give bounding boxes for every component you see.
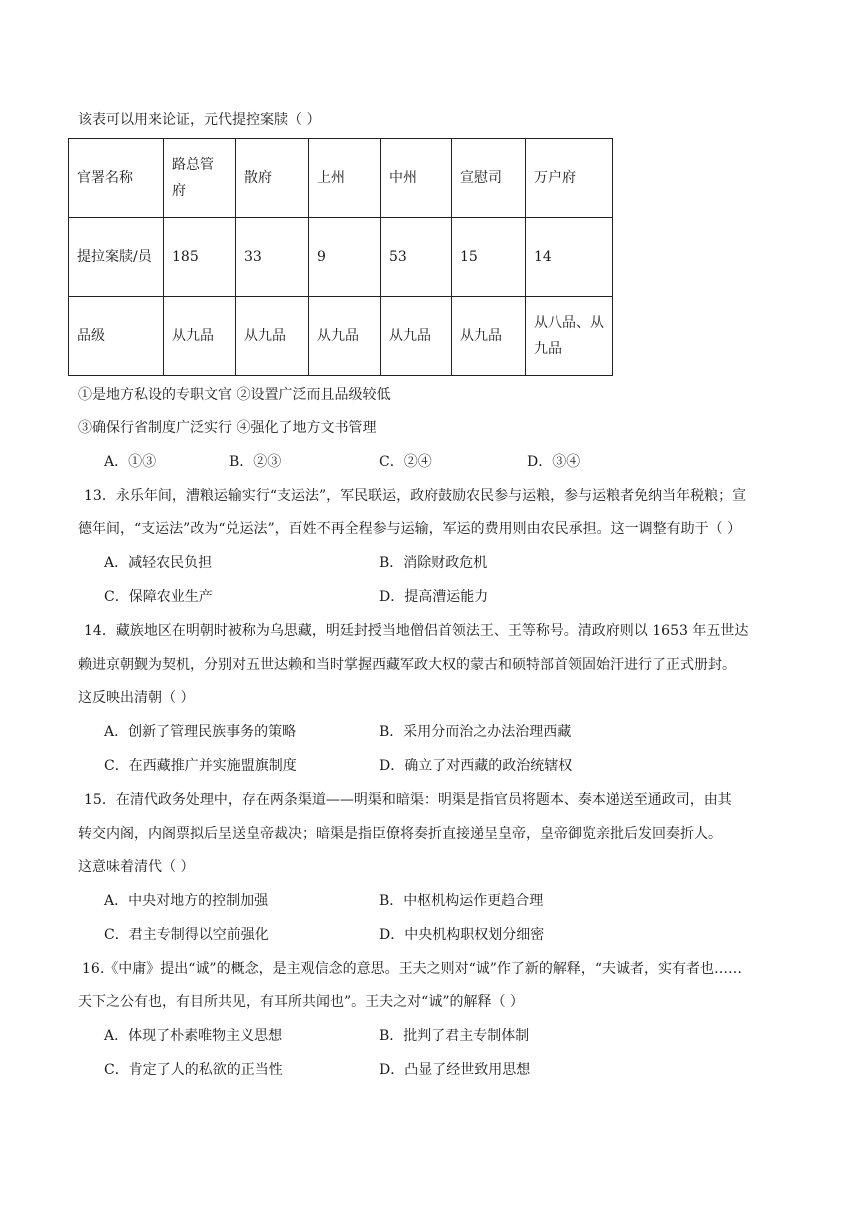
table-cell: 路总管府: [164, 139, 236, 218]
option-b[interactable]: B．中枢机构运作更趋合理: [379, 893, 544, 909]
option-d[interactable]: D．确立了对西藏的政治统辖权: [379, 758, 573, 774]
q15-text-1: 15．在清代政务处理中，存在两条渠道——明渠和暗渠：明渠是指官员将题本、奏本递送至通政司，由其: [84, 792, 732, 808]
option-a[interactable]: A．①③: [104, 454, 157, 470]
option-d[interactable]: D．提高漕运能力: [379, 589, 489, 605]
option-b[interactable]: B．采用分而治之办法治理西藏: [379, 724, 572, 740]
table-cell: 宣慰司: [452, 139, 526, 218]
q15-text-3: 这意味着清代（ ）: [78, 859, 195, 875]
table-cell: 9: [309, 218, 381, 297]
option-c[interactable]: C．君主专制得以空前强化: [104, 927, 269, 943]
q12-stem: 该表可以用来论证，元代提控案牍（ ）: [78, 112, 321, 128]
table-cell: 提拉案牍/员: [69, 218, 164, 297]
table-cell: 从九品: [164, 297, 236, 376]
table-cell: 从九品: [381, 297, 452, 376]
option-c[interactable]: C．②④: [379, 454, 432, 470]
table-cell: 从九品: [452, 297, 526, 376]
option-a[interactable]: A．创新了管理民族事务的策略: [104, 724, 297, 740]
option-c[interactable]: C．肯定了人的私欲的正当性: [104, 1062, 283, 1078]
q12-statements-1: ①是地方私设的专职文官 ②设置广泛而且品级较低: [78, 387, 391, 403]
table-cell: 中州: [381, 139, 452, 218]
option-a[interactable]: A．减轻农民负担: [104, 555, 213, 571]
option-d[interactable]: D．凸显了经世致用思想: [379, 1062, 531, 1078]
table-cell: 散府: [236, 139, 309, 218]
table-cell: 从九品: [236, 297, 309, 376]
table-cell: 上州: [309, 139, 381, 218]
q14-text-1: 14．藏族地区在明朝时被称为乌思藏，明廷封授当地僧侣首领法王、王等称号。清政府则以 1653 年五世达: [84, 623, 749, 639]
table-cell: 33: [236, 218, 309, 297]
table-cell: 15: [452, 218, 526, 297]
option-c[interactable]: C．保障农业生产: [104, 589, 213, 605]
table-row: [69, 218, 613, 297]
option-a[interactable]: A．体现了朴素唯物主义思想: [104, 1028, 283, 1044]
q15-text-2: 转交内阁，内阁票拟后呈送皇帝裁决；暗渠是指臣僚将奏折直接递呈皇帝，皇帝御览亲批后发回奏折人。: [78, 826, 722, 842]
option-b[interactable]: B．②③: [229, 454, 282, 470]
option-c[interactable]: C．在西藏推广并实施盟旗制度: [104, 758, 297, 774]
table-cell: 14: [526, 218, 613, 297]
table-row: [69, 139, 613, 218]
table-cell: 185: [164, 218, 236, 297]
q13-text-2: 德年间，“支运法”改为“兑运法”，百姓不再全程参与运输，军运的费用则由农民承担。这一调整有助于（ ）: [78, 521, 742, 537]
option-d[interactable]: D．③④: [527, 454, 581, 470]
q16-text-2: 天下之公有也，有目所共见，有耳所共闻也”。王夫之对“诚”的解释（ ）: [78, 994, 524, 1010]
q12-table: [68, 138, 613, 376]
option-a[interactable]: A．中央对地方的控制加强: [104, 893, 269, 909]
table-cell: 53: [381, 218, 452, 297]
table-row: [69, 297, 613, 376]
table-cell: 从八品、从九品: [526, 297, 613, 376]
q16-text-1: 16.《中庸》提出“诚”的概念，是主观信念的意思。王夫之则对“诚”作了新的解释，“夫诚者，实有者也……: [82, 961, 743, 977]
option-b[interactable]: B．批判了君主专制体制: [379, 1028, 530, 1044]
q12-statements-2: ③确保行省制度广泛实行 ④强化了地方文书管理: [78, 420, 377, 436]
table-cell: 万户府: [526, 139, 613, 218]
q13-text-1: 13．永乐年间，漕粮运输实行“支运法”，军民联运，政府鼓励农民参与运粮，参与运粮者免纳当年税粮；宣: [84, 488, 747, 504]
q14-text-2: 赖进京朝觐为契机，分别对五世达赖和当时掌握西藏军政大权的蒙古和硕特部首领固始汗进行了正式册封。: [78, 657, 736, 673]
option-d[interactable]: D．中央机构职权划分细密: [379, 927, 545, 943]
table-cell: 官署名称: [69, 139, 164, 218]
table-cell: 品级: [69, 297, 164, 376]
option-b[interactable]: B．消除财政危机: [379, 555, 488, 571]
q14-text-3: 这反映出清朝（ ）: [78, 690, 195, 706]
table-cell: 从九品: [309, 297, 381, 376]
